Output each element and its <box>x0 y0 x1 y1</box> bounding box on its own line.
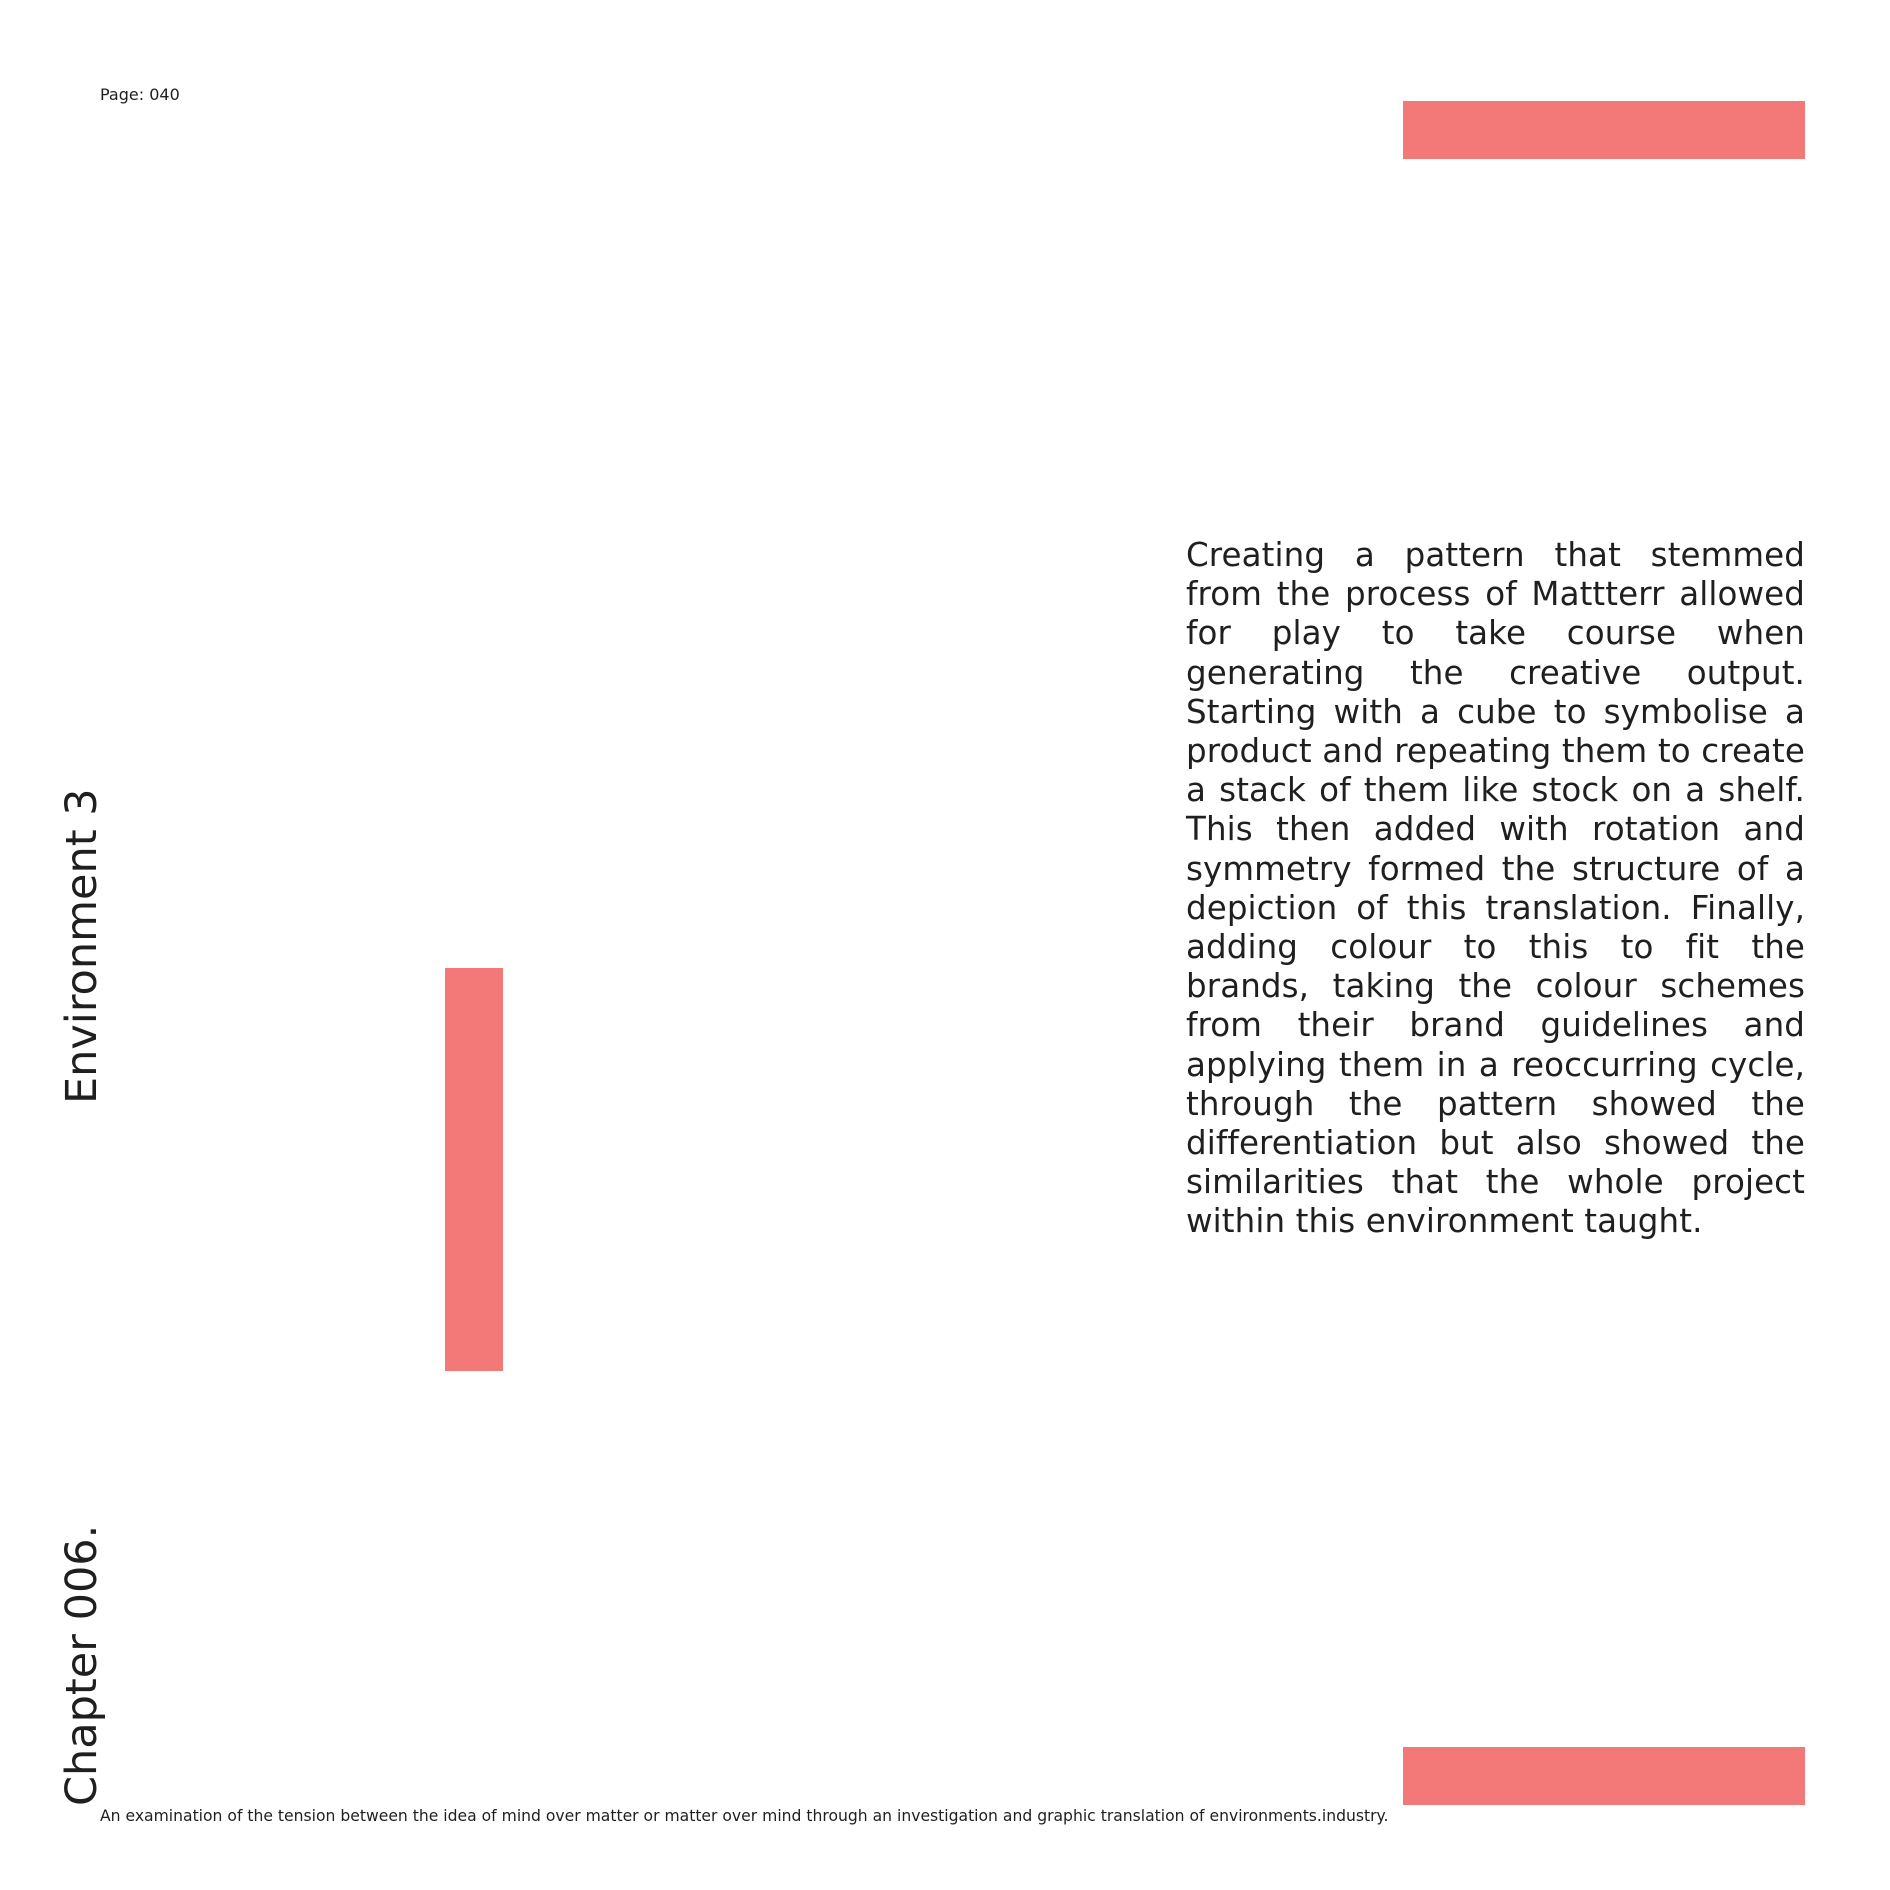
page-number: Page: 040 <box>100 85 180 104</box>
accent-bar-vertical <box>445 968 503 1371</box>
accent-bar-bottom <box>1403 1747 1805 1805</box>
footer-caption: An examination of the tension between the idea of mind over matter or matter over mind through an investigation and graphic translation of environments.industry. <box>100 1807 1389 1825</box>
environment-title: Environment 3 <box>57 788 107 1104</box>
accent-bar-top <box>1403 101 1805 159</box>
chapter-title: Chapter 006. <box>57 1524 107 1806</box>
body-paragraph: Creating a pattern that stemmed from the process of Mattterr allowed for play to take course when generating the creative output. Starting with a cube to symbolise a product and repeating them to create a stack of them like stock on a shelf. This then added with rotation and symmetry formed the structure of a depiction of this translation. Finally, adding colour to this to fit the brands, taking the colour schemes from their brand guidelines and applying them in a reoccurring cycle, through the pattern showed the differentiation but also showed the similarities that the whole project within this environment taught. <box>1186 536 1805 1241</box>
